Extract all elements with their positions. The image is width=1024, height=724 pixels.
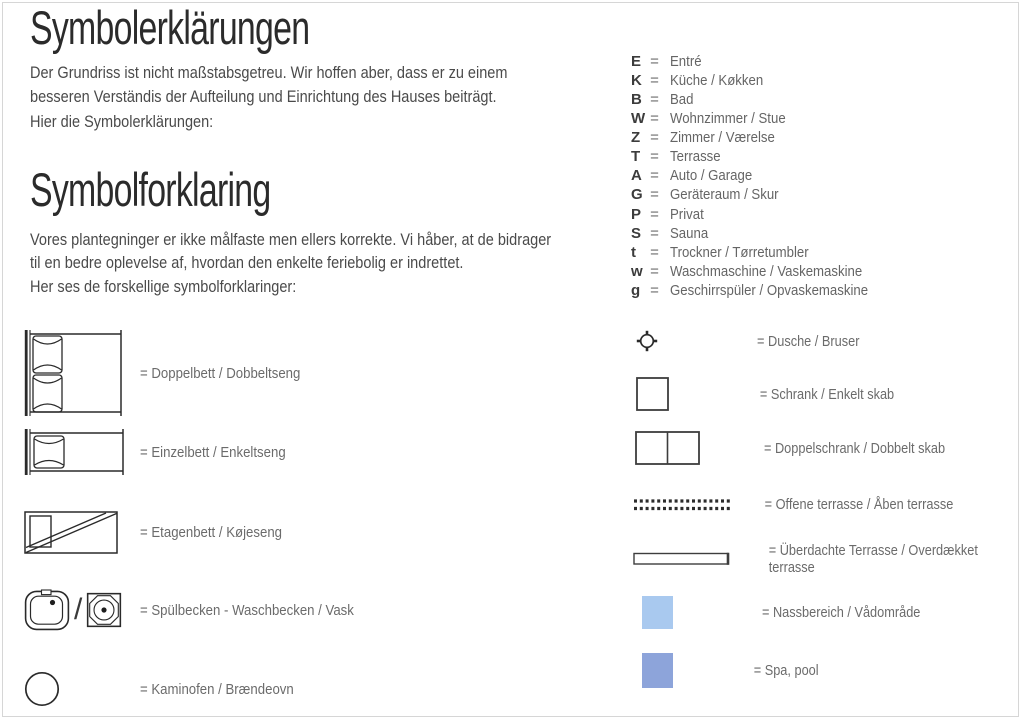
legend-key: A (631, 167, 642, 185)
letter-legend-row (631, 224, 895, 243)
letter-legend-row (631, 185, 895, 204)
legend-key: S (631, 224, 642, 242)
equals-sign: = (650, 129, 659, 147)
equals-sign: = (650, 281, 659, 299)
equals-sign: = (650, 167, 659, 185)
symbol-label: = Etagenbett / Køjeseng (140, 523, 283, 541)
sink-icon (24, 589, 70, 631)
symbol-label: = Überdachte Terrasse / Overdækket terrasse (768, 542, 978, 576)
letter-legend-row (631, 109, 895, 128)
legend-label: Küche / Køkken (670, 72, 764, 90)
equals-sign: = (650, 243, 659, 261)
equals-sign: = (650, 205, 659, 223)
equals-sign: = (650, 91, 659, 109)
symbol-label: = Doppelschrank / Dobbelt skab (763, 439, 946, 457)
equals-sign: = (650, 148, 659, 166)
legend-row-covered-terrace (633, 542, 1024, 576)
legend-label: Terrasse (670, 148, 721, 166)
legend-key: T (631, 148, 641, 166)
equals-sign: = (650, 72, 659, 90)
legend-key: E (631, 53, 642, 71)
legend-row-double-closet (633, 431, 961, 465)
shower-icon (633, 329, 748, 353)
legend-label: Entré (670, 53, 702, 71)
intro-text-german (30, 61, 507, 134)
intro-text-danish (30, 229, 551, 299)
legend-label: Waschmaschine / Vaskemaskine (670, 262, 863, 280)
symbol-label: = Einzelbett / Enkeltseng (140, 443, 286, 461)
intro-text-danish-line: til en bedre oplevelse af, hvordan den enkelte feriebolig er indrettet. (30, 254, 464, 273)
equals-sign: = (650, 262, 659, 280)
legend-row-wet-area (633, 595, 934, 630)
letter-legend-row (631, 281, 895, 300)
bunk-bed-icon (24, 511, 140, 554)
legend-key: B (631, 91, 642, 109)
legend-label: Auto / Garage (670, 167, 753, 185)
letter-legend-row (631, 52, 895, 71)
equals-sign: = (650, 110, 659, 128)
open-terrace-icon (633, 498, 748, 512)
symbol-label: = Nassbereich / Vådområde (761, 604, 921, 621)
single-bed-icon (24, 429, 140, 475)
letter-legend-row (631, 128, 895, 147)
slash-separator: / (74, 593, 83, 626)
page-title-danish: Symbolforklaring (30, 163, 271, 216)
legend-row-single-closet (633, 377, 906, 411)
legend-label: Wohnzimmer / Stue (670, 110, 786, 128)
wood-stove-icon (24, 671, 140, 707)
page-title-german: Symbolerklärungen (30, 1, 310, 54)
symbol-label: = Spülbecken - Waschbecken / Vask (140, 601, 354, 619)
spa-pool-swatch (642, 653, 673, 688)
symbol-label: = Doppelbett / Dobbeltseng (140, 364, 301, 382)
single-closet-icon (633, 377, 748, 411)
intro-text-german-line: Der Grundriss ist nicht maßstabsgetreu. Wir hoffen aber, dass er zu einem (30, 64, 508, 82)
legend-row-shower (633, 330, 868, 352)
equals-sign: = (650, 53, 659, 71)
legend-key: Z (631, 129, 641, 147)
symbol-label: = Offene terrasse / Åben terrasse (764, 496, 954, 513)
legend-label: Bad (670, 91, 694, 109)
intro-text-german-line: Hier die Symbolerklärungen: (30, 112, 214, 131)
legend-row-open-terrace (633, 496, 970, 513)
legend-label: Zimmer / Værelse (670, 129, 775, 147)
equals-sign: = (650, 186, 659, 204)
letter-legend-row (631, 243, 895, 262)
intro-text-german-line: besseren Verständis der Aufteilung und Einrichtung des Hauses beiträgt. (30, 88, 497, 107)
legend-row-bunk-bed (24, 511, 301, 553)
letter-legend-row (631, 147, 895, 166)
legend-key: W (631, 110, 646, 128)
letter-legend-row (631, 166, 895, 185)
legend-row-spa-pool (633, 652, 824, 689)
legend-label: Sauna (670, 224, 709, 242)
legend-row-single-bed (24, 429, 306, 475)
legend-key: P (631, 205, 642, 223)
letter-legend-row (631, 262, 895, 281)
letter-legend (631, 52, 895, 300)
wet-area-swatch (642, 596, 673, 629)
symbol-label: = Dusche / Bruser (757, 332, 860, 350)
legend-key: G (631, 186, 643, 204)
legend-key: K (631, 72, 642, 90)
intro-text-danish-line: Her ses de forskellige symbolforklaringer: (30, 277, 297, 296)
legend-key: w (631, 262, 643, 280)
sink-washbasin-icon (24, 589, 140, 631)
legend-label: Privat (670, 205, 704, 223)
legend-label: Geräteraum / Skur (670, 186, 779, 204)
letter-legend-row (631, 90, 895, 109)
double-bed-icon (24, 330, 140, 416)
legend-row-double-bed (24, 330, 322, 416)
symbol-label: = Schrank / Enkelt skab (759, 385, 895, 403)
letter-legend-row (631, 205, 895, 224)
legend-key: g (631, 281, 641, 299)
legend-row-sink (24, 588, 383, 632)
symbol-label: = Kaminofen / Brændeovn (140, 680, 294, 698)
covered-terrace-icon (633, 552, 748, 566)
legend-key: t (631, 243, 636, 261)
legend-row-wood-stove (24, 671, 315, 707)
intro-text-danish-line: Vores plantegninger er ikke målfaste men ellers korrekte. Vi håber, at de bidrager (30, 231, 552, 249)
equals-sign: = (650, 224, 659, 242)
legend-label: Geschirrspüler / Opvaskemaskine (670, 281, 869, 299)
washbasin-icon (86, 592, 122, 628)
double-closet-icon (633, 431, 748, 465)
letter-legend-row (631, 71, 895, 90)
symbol-label: = Spa, pool (753, 662, 819, 679)
legend-label: Trockner / Tørretumbler (670, 243, 809, 261)
